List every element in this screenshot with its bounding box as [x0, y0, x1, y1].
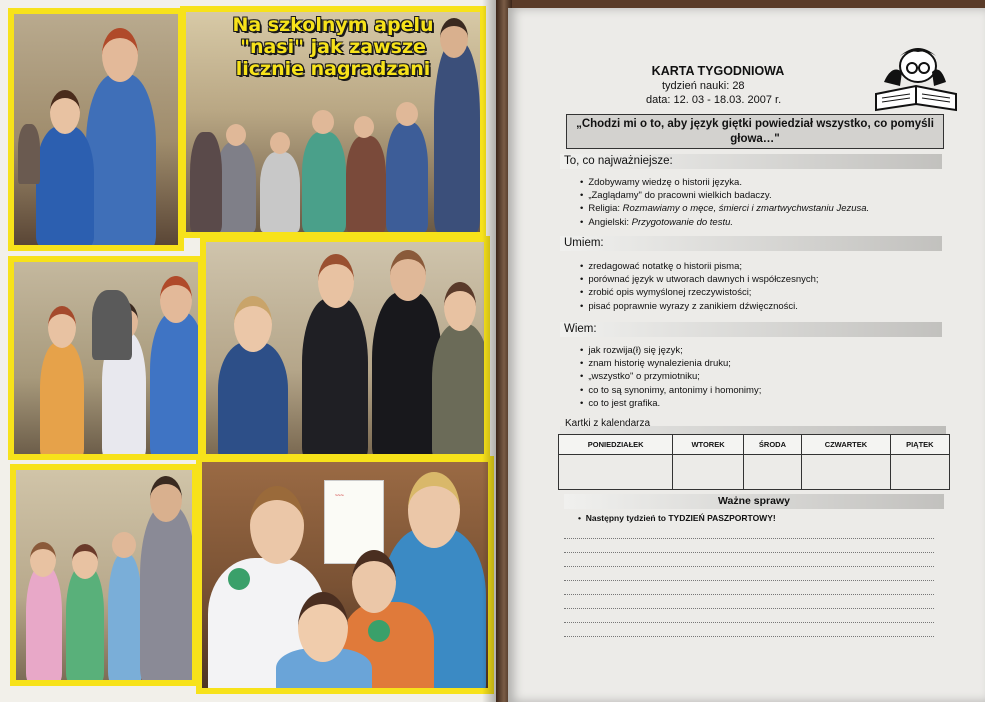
can-list: [580, 260, 819, 313]
section-can: Umiem:: [560, 236, 942, 251]
list-item: • „Zaglądamy" do pracowni wielkich badaczy.: [580, 189, 869, 202]
calendar-cell: [802, 455, 890, 490]
important-item: • Następny tydzień to TYDZIEŃ PASZPORTOWY!: [578, 513, 776, 523]
dotted-line: [564, 608, 934, 609]
day-friday: PIĄTEK: [890, 435, 949, 455]
dotted-line: [564, 580, 934, 581]
reading-bookworm-icon: [870, 42, 962, 114]
section-know: Wiem:: [560, 322, 942, 337]
dotted-line: [564, 538, 934, 539]
list-item: • zrobić opis wymyślonej rzeczywistości;: [580, 286, 819, 299]
day-tuesday: WTOREK: [673, 435, 743, 455]
calendar-cell: [743, 455, 801, 490]
day-wednesday: ŚRODA: [743, 435, 801, 455]
list-item: • co to są synonimy, antonimy i homonimy;: [580, 384, 761, 397]
dotted-line: [564, 636, 934, 637]
motto-quote: „Chodzi mi o to, aby język giętki powiedział wszystko, co pomyśli głowa…": [566, 114, 944, 149]
dotted-line: [564, 566, 934, 567]
dotted-line: [564, 552, 934, 553]
photo-teacher-with-student: [8, 8, 184, 251]
list-item: • Religia: Rozmawiamy o męce, śmierci i zmartwychwstaniu Jezusa.: [580, 202, 869, 215]
photo-award-winners-group: [200, 236, 490, 460]
calendar-cell: [890, 455, 949, 490]
most-important-list: [580, 176, 869, 229]
know-list: [580, 344, 761, 410]
list-item: • porównać język w utworach dawnych i współczesnych;: [580, 273, 819, 286]
list-item: • znam historię wynalezienia druku;: [580, 357, 761, 370]
week-number: tydzień nauki: 28: [662, 80, 745, 92]
dotted-line: [564, 622, 934, 623]
worksheet-title: KARTA TYGODNIOWA: [651, 64, 785, 78]
calendar-cell: [559, 455, 673, 490]
list-item: • zredagować notatkę o historii pisma;: [580, 260, 819, 273]
day-monday: PONIEDZIAŁEK: [559, 435, 673, 455]
photo-children-and-teacher: [10, 464, 198, 686]
calendar-label: Kartki z kalendarza: [565, 418, 651, 429]
dotted-line: [564, 594, 934, 595]
diploma-sheet: ~~~: [324, 480, 384, 564]
list-item: • pisać poprawnie wyrazy z zanikiem dźwięczności.: [580, 300, 819, 313]
calendar-table: [558, 434, 950, 490]
list-item: • jak rozwija(ł) się język;: [580, 344, 761, 357]
list-item: • Zdobywamy wiedzę o historii języka.: [580, 176, 869, 189]
collage-headline: Na szkolnym apelu "nasi" jak zawsze licznie nagradzani: [232, 14, 434, 80]
weekly-worksheet-page: [508, 8, 985, 702]
list-item: • Angielski: Przygotowanie do testu.: [580, 216, 869, 229]
section-important-matters: Ważne sprawy: [564, 494, 944, 509]
week-dates: data: 12. 03 - 18.03. 2007 r.: [646, 94, 782, 106]
photo-assembly-audience: [180, 6, 486, 238]
list-item: • co to jest grafika.: [580, 397, 761, 410]
photo-boys-with-diploma: [196, 456, 494, 694]
calendar-cell: [673, 455, 743, 490]
list-item: • „wszystko" o przymiotniku;: [580, 370, 761, 383]
day-thursday: CZWARTEK: [802, 435, 890, 455]
photo-kids-with-teacher: [8, 256, 204, 460]
section-most-important: To, co najważniejsze:: [560, 154, 942, 169]
